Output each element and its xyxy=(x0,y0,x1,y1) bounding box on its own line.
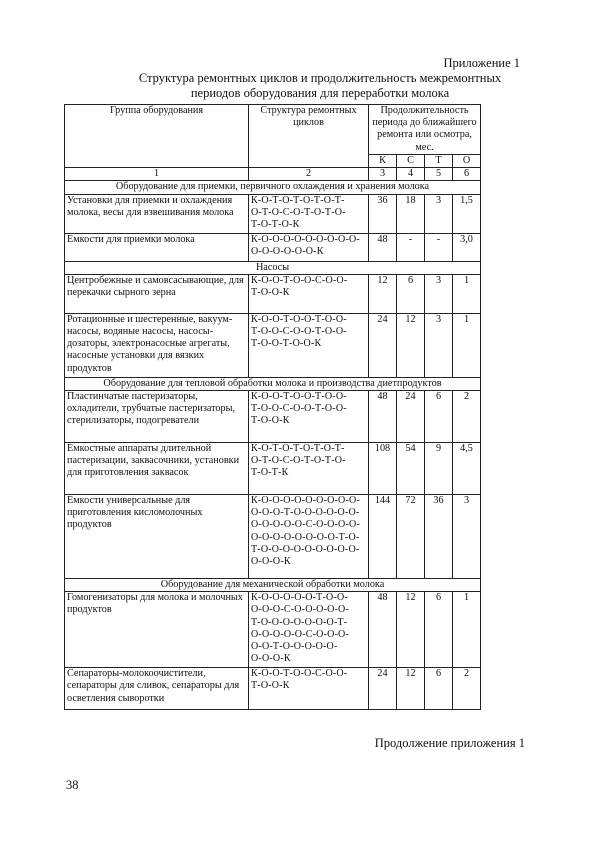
k-cell: 144 xyxy=(369,495,397,579)
header-structure: Структура ремонтных циклов xyxy=(249,105,369,168)
s-cell: 54 xyxy=(397,443,425,495)
section-title: Оборудование для тепловой обработки молока и производства диетпродуктов xyxy=(65,377,481,390)
k-cell: 108 xyxy=(369,443,397,495)
continuation-label: Продолжение приложения 1 xyxy=(374,736,525,750)
cycle-cell: К-О-О-О-О-О-О-О-О-О- О-О-О-Т-О-О-О-О-О-О- О-О-О-О-О-С-О-О-О-О- О-О-О-О-О-О-О-О-Т-О- Т-О-О-О-О-О-О-О-О-О- О-О-О-К xyxy=(249,495,369,579)
group-cell: Установки для приемки и охлаждения молока, весы для взвешивания молока xyxy=(65,194,249,233)
section-title: Насосы xyxy=(65,261,481,274)
o-cell: 2 xyxy=(453,391,481,443)
s-cell: 12 xyxy=(397,592,425,668)
col-number-4: 4 xyxy=(397,168,425,181)
t-cell: 6 xyxy=(425,391,453,443)
cycle-cell: К-О-О-О-О-О-Т-О-О- О-О-О-С-О-О-О-О-О- Т-О-О-О-О-О-О-О-Т- О-О-О-О-О-С-О-О-О- О-О-Т-О-О-О-О-О- О-О-О-К xyxy=(249,592,369,668)
group-cell: Емкости для приемки молока xyxy=(65,233,249,261)
k-cell: 48 xyxy=(369,233,397,261)
k-cell: 12 xyxy=(369,274,397,313)
column-number-row xyxy=(65,168,481,181)
o-cell: 1 xyxy=(453,274,481,313)
cycle-cell: К-О-О-Т-О-О-С-О-О- Т-О-О-К xyxy=(249,668,369,710)
group-cell: Пластинчатые пастеризаторы, охладители, трубчатые пастеризаторы, стерилизаторы, подогреватели xyxy=(65,391,249,443)
o-cell: 4,5 xyxy=(453,443,481,495)
group-cell: Гомогенизаторы для молока и молочных продуктов xyxy=(65,592,249,668)
header-s: С xyxy=(397,155,425,168)
group-cell: Центробежные и самовсасывающие, для перекачки сырного зерна xyxy=(65,274,249,313)
title-line-1: Структура ремонтных циклов и продолжительность межремонтных xyxy=(138,71,502,85)
k-cell: 36 xyxy=(369,194,397,233)
o-cell: 1 xyxy=(453,592,481,668)
title-line-2: периодов оборудования для переработки молока xyxy=(190,86,450,100)
t-cell: 6 xyxy=(425,592,453,668)
table-row xyxy=(65,233,481,261)
t-cell: 3 xyxy=(425,274,453,313)
header-k: К xyxy=(369,155,397,168)
section-title: Оборудование для механической обработки молока xyxy=(65,579,481,592)
o-cell: 2 xyxy=(453,668,481,710)
t-cell: 3 xyxy=(425,313,453,377)
t-cell: 9 xyxy=(425,443,453,495)
t-cell: - xyxy=(425,233,453,261)
group-cell: Емкости универсальные для приготовления кисломолочных продуктов xyxy=(65,495,249,579)
s-cell: 12 xyxy=(397,313,425,377)
k-cell: 48 xyxy=(369,592,397,668)
cycle-cell: К-О-Т-О-Т-О-Т-О-Т- О-Т-О-С-О-Т-О-Т-О- Т-О-Т-О-К xyxy=(249,194,369,233)
group-cell: Ротационные и шестеренные, вакуум-насосы, водяные насосы, насосы-дозаторы, электронасосные агрегаты, насосные установки для вязких продуктов xyxy=(65,313,249,377)
cycle-cell: К-О-О-Т-О-О-С-О-О- Т-О-О-К xyxy=(249,274,369,313)
col-number-1: 1 xyxy=(65,168,249,181)
section-title: Оборудование для приемки, первичного охлаждения и хранения молока xyxy=(65,181,481,194)
s-cell: 6 xyxy=(397,274,425,313)
t-cell: 6 xyxy=(425,668,453,710)
t-cell: 36 xyxy=(425,495,453,579)
table-row xyxy=(65,592,481,668)
header-group: Группа оборудования xyxy=(65,105,249,168)
table-row xyxy=(65,391,481,443)
table-row xyxy=(65,443,481,495)
k-cell: 48 xyxy=(369,391,397,443)
t-cell: 3 xyxy=(425,194,453,233)
table-row xyxy=(65,313,481,377)
table-row xyxy=(65,495,481,579)
s-cell: 24 xyxy=(397,391,425,443)
s-cell: 12 xyxy=(397,668,425,710)
repair-cycle-table xyxy=(64,104,481,710)
cycle-cell: К-О-О-Т-О-О-Т-О-О- Т-О-О-С-О-О-Т-О-О- Т-О-О-К xyxy=(249,391,369,443)
col-number-3: 3 xyxy=(369,168,397,181)
s-cell: 18 xyxy=(397,194,425,233)
col-number-6: 6 xyxy=(453,168,481,181)
cycle-cell: К-О-О-Т-О-О-Т-О-О- Т-О-О-С-О-О-Т-О-О- Т-О-О-Т-О-О-К xyxy=(249,313,369,377)
cycle-cell: К-О-Т-О-Т-О-Т-О-Т- О-Т-О-С-О-Т-О-Т-О- Т-О-Т-К xyxy=(249,443,369,495)
o-cell: 3 xyxy=(453,495,481,579)
page-number: 38 xyxy=(66,778,79,792)
header-o: О xyxy=(453,155,481,168)
k-cell: 24 xyxy=(369,668,397,710)
k-cell: 24 xyxy=(369,313,397,377)
appendix-label: Приложение 1 xyxy=(443,56,520,70)
table-row xyxy=(65,274,481,313)
o-cell: 1,5 xyxy=(453,194,481,233)
o-cell: 1 xyxy=(453,313,481,377)
table-row xyxy=(65,194,481,233)
table-title xyxy=(80,71,560,101)
col-number-2: 2 xyxy=(249,168,369,181)
cycle-cell: К-О-О-О-О-О-О-О-О-О- О-О-О-О-О-О-К xyxy=(249,233,369,261)
col-number-5: 5 xyxy=(425,168,453,181)
header-t: Т xyxy=(425,155,453,168)
s-cell: 72 xyxy=(397,495,425,579)
header-duration: Продолжительность периода до ближайшего ремонта или осмотра, мес. xyxy=(369,105,481,155)
group-cell: Сепараторы-молокоочистители, сепараторы для сливок, сепараторы для осветления сыворотки xyxy=(65,668,249,710)
group-cell: Емкостные аппараты длительной пастеризации, заквасочники, установки для приготовления заквасок xyxy=(65,443,249,495)
o-cell: 3,0 xyxy=(453,233,481,261)
table-row xyxy=(65,668,481,710)
s-cell: - xyxy=(397,233,425,261)
